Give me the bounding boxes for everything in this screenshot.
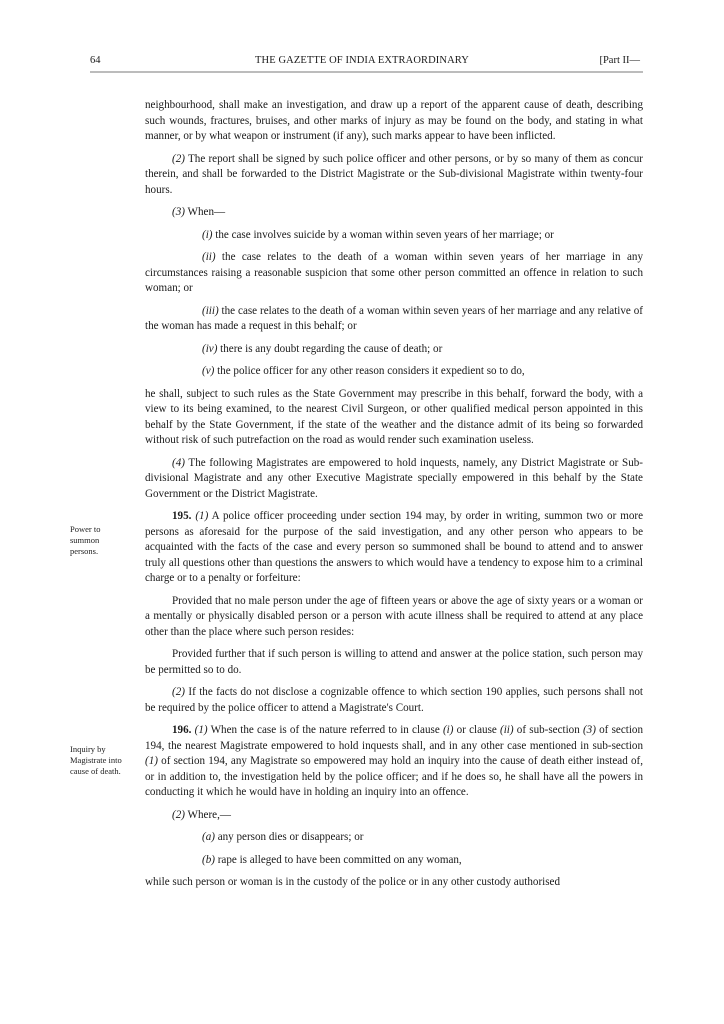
clause-number: (iv) xyxy=(202,342,218,355)
clause-number: (v) xyxy=(202,365,215,377)
clause-v xyxy=(145,364,643,380)
clause-number: (ii) xyxy=(202,251,216,263)
section-text: of section 194, any Magistrate so empowered may hold an inquiry into the cause of death either instead of, or in addition to, the investigation held by the police officer; and if he does so, he shall have all the powers in conducting it which he would have in holding an inquiry into an offence. xyxy=(145,755,643,798)
subsection-number: (2) xyxy=(172,686,185,698)
clause-ii xyxy=(145,250,643,297)
section-number: 196. xyxy=(172,724,192,736)
subsection-text: Where,— xyxy=(184,808,231,821)
clause-number: (b) xyxy=(202,853,215,866)
proviso-text: Provided that no male person under the age of fifteen years or above the age of sixty years or a woman or a mentally or physically disabled person or a person with acute illness shall be required to attend at any place other than the place where such person resides: xyxy=(145,594,643,638)
subsection-4 xyxy=(145,456,643,503)
section-text: A police officer proceeding under section 194 may, by order in writing, summon two or more persons as aforesaid for the purpose of the said investigation, and any other person who appears to be acquainted with the facts of the case and every person so summoned shall be bound to attend and to answer truly all questions other than questions the answers to which would have a tendency to expose him to a criminal charge or to a penalty or forfeiture: xyxy=(145,510,643,584)
section-195 xyxy=(145,509,643,587)
proviso xyxy=(145,647,643,678)
body-text xyxy=(145,98,643,898)
part-label: [Part II— xyxy=(599,55,640,66)
margin-note-section-195: Power to summon persons. xyxy=(70,524,101,556)
section-number: 195. xyxy=(172,510,192,522)
clause-text: there is any doubt regarding the cause of death; or xyxy=(217,342,443,355)
clause-a xyxy=(145,830,643,846)
paragraph-text: while such person or woman is in the custody of the police or in any other custody authorised xyxy=(145,876,561,888)
page-number: 64 xyxy=(90,55,101,66)
clause-text: the police officer for any other reason considers it expedient so to do, xyxy=(214,365,525,377)
subsection-number: (3) xyxy=(172,206,185,218)
subsection-number: (2) xyxy=(172,808,185,821)
subsection-text: The report shall be signed by such police officer and other persons, or by so many of them as concur therein, and shall be forwarded to the District Magistrate or the Sub-divisional Magistrate within twenty-four hours. xyxy=(145,152,643,196)
clause-i xyxy=(145,228,643,244)
clause-ref: (i) xyxy=(442,724,454,736)
subsection-ref: (1) xyxy=(145,755,158,767)
clause-number: (iii) xyxy=(202,304,219,317)
proviso-text: Provided further that if such person is willing to attend and answer at the police station, such person may be permitted so to do. xyxy=(145,648,643,676)
clause-text: the case involves suicide by a woman within seven years of her marriage; or xyxy=(212,228,554,241)
subsection-ref: (3) xyxy=(582,724,596,736)
paragraph xyxy=(145,875,643,891)
clause-ref: (ii) xyxy=(500,724,514,736)
paragraph-text: neighbourhood, shall make an investigation, and draw up a report of the apparent cause of death, describing such wounds, fractures, bruises, and other marks of injury as may be found on the body, and stating in what manner, or by what weapon or instrument (if any), such marks appear to have been inflicted. xyxy=(145,99,643,142)
clause-iv xyxy=(145,342,643,358)
margin-note-section-196: Inquiry by Magistrate into cause of death. xyxy=(70,744,122,776)
subsection-2 xyxy=(145,808,643,824)
clause-iii xyxy=(145,304,643,335)
header-rule xyxy=(90,71,643,73)
section-text: When the case is of the nature referred to in clause xyxy=(207,724,443,736)
clause-text: the case relates to the death of a woman within seven years of her marriage in any circumstances raising a reasonable suspicion that some other person committed an offence in relation to such woman; or xyxy=(145,251,643,294)
clause-number: (a) xyxy=(202,831,215,843)
subsection-2 xyxy=(145,152,643,199)
clause-text: the case relates to the death of a woman within seven years of her marriage and any relative of the woman has made a request in this behalf; or xyxy=(145,304,643,332)
section-text: of section 194, the nearest Magistrate empowered to hold inquests shall, and in any other case mentioned in sub-section xyxy=(145,724,643,752)
clause-number: (i) xyxy=(202,228,213,241)
paragraph-text: he shall, subject to such rules as the State Government may prescribe in this behalf, forward the body, with a view to its being examined, to the nearest Civil Surgeon, or other qualified medical person appointed in this behalf by the State Government, if the state of the weather and the distance admit of its being so forwarded without risk of such putrefaction on the road as would render such examination useless. xyxy=(145,387,643,446)
section-text: of sub-section xyxy=(513,724,583,736)
subsection-2 xyxy=(145,685,643,716)
subsection-3 xyxy=(145,205,643,221)
clause-b xyxy=(145,853,643,869)
subsection-text: The following Magistrates are empowered to hold inquests, namely, any District Magistrate or Sub-divisional Magistrate and any other Executive Magistrate specially empowered in this behalf by the State Government or the District Magistrate. xyxy=(145,456,643,500)
gazette-title: THE GAZETTE OF INDIA EXTRAORDINARY xyxy=(255,55,469,66)
subsection-number: (2) xyxy=(172,152,185,165)
clause-text: any person dies or disappears; or xyxy=(214,831,364,843)
clause-text: rape is alleged to have been committed on any woman, xyxy=(214,853,462,866)
subsection-text: If the facts do not disclose a cognizable offence to which section 190 applies, such persons shall not be required by the police officer to attend a Magistrate's Court. xyxy=(145,686,643,714)
subsection-number: (4) xyxy=(172,456,185,469)
subsection-text: When— xyxy=(184,206,226,218)
section-text: or clause xyxy=(453,724,501,736)
subsection-number: (1) xyxy=(194,724,208,736)
section-196 xyxy=(145,723,643,801)
proviso xyxy=(145,594,643,641)
subsection-number: (1) xyxy=(195,510,209,522)
paragraph xyxy=(145,98,643,145)
paragraph xyxy=(145,387,643,449)
